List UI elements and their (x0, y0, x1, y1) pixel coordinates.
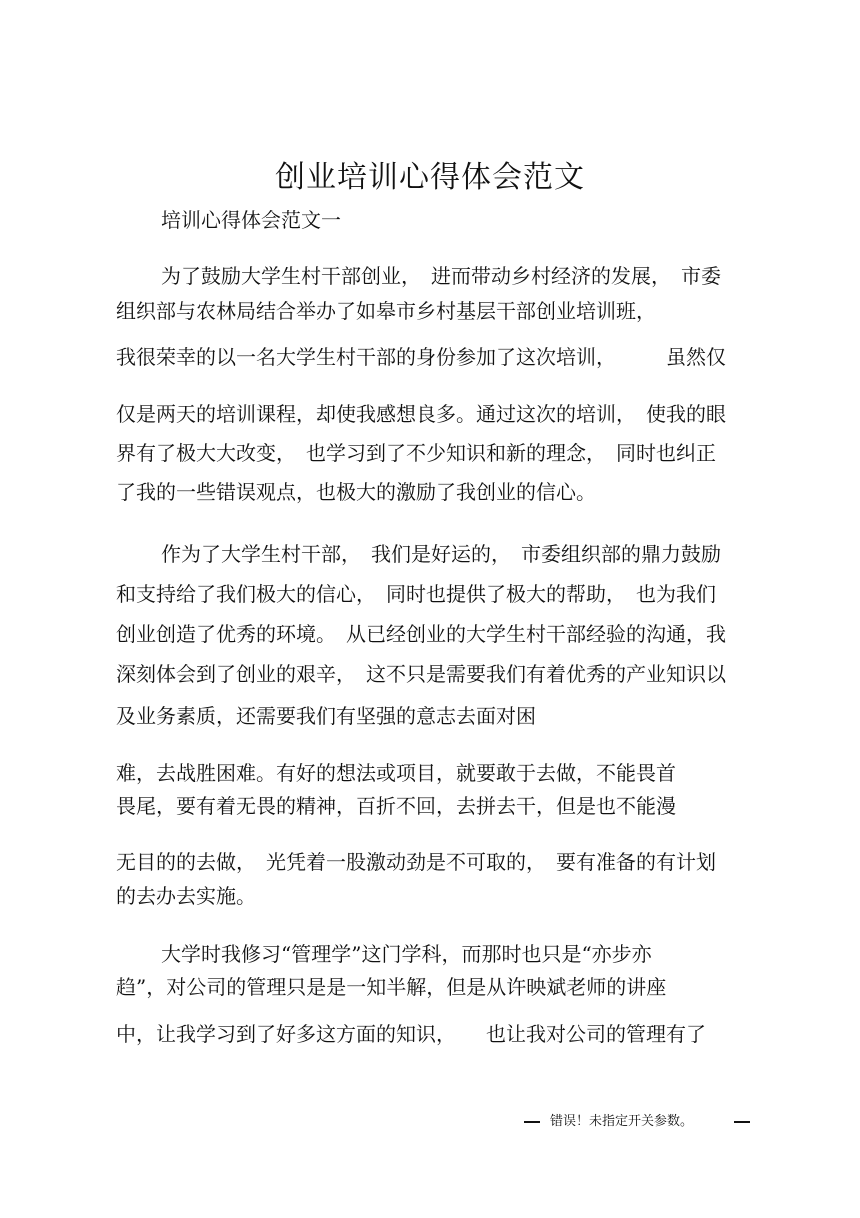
paragraph-line: 和支持给了我们极大的信心， 同时也提供了极大的帮助， 也为我们 (116, 582, 716, 606)
paragraph-line: 为了鼓励大学生村干部创业， 进而带动乡村经济的发展， 市委 (161, 264, 721, 288)
document-title: 创业培训心得体会范文 (275, 160, 585, 195)
paragraph-line: 中，让我学习到了好多这方面的知识， 也让我对公司的管理有了 (116, 1022, 706, 1046)
paragraph-line: 的去办去实施。 (116, 884, 256, 908)
paragraph-line: 畏尾，要有着无畏的精神，百折不回，去拼去干，但是也不能漫 (116, 794, 676, 818)
section-heading: 培训心得体会范文一 (161, 208, 341, 232)
paragraph-line: 了我的一些错误观点，也极大的激励了我创业的信心。 (116, 480, 596, 504)
paragraph-line: 趋”，对公司的管理只是是一知半解，但是从许映斌老师的讲座 (116, 975, 667, 999)
paragraph-line: 组织部与农林局结合举办了如皋市乡村基层干部创业培训班， (116, 299, 656, 323)
paragraph-line: 大学时我修习“管理学”这门学科，而那时也只是“亦步亦 (161, 942, 652, 966)
paragraph-line: 仅是两天的培训课程，却使我感想良多。通过这次的培训， 使我的眼 (116, 402, 726, 426)
footer-dash-right (734, 1121, 750, 1123)
paragraph-line: 创业创造了优秀的环境。 从已经创业的大学生村干部经验的沟通，我 (116, 622, 726, 646)
footer-dash-left (524, 1121, 540, 1123)
paragraph-line: 深刻体会到了创业的艰辛， 这不只是需要我们有着优秀的产业知识以 (116, 662, 726, 686)
page-footer (520, 1110, 760, 1134)
paragraph-line: 作为了大学生村干部， 我们是好运的， 市委组织部的鼎力鼓励 (161, 542, 721, 566)
paragraph-line: 无目的的去做， 光凭着一股激动劲是不可取的， 要有准备的有计划 (116, 850, 716, 874)
paragraph-line: 我很荣幸的以一名大学生村干部的身份参加了这次培训， 虽然仅 (116, 345, 726, 369)
paragraph-line: 界有了极大大改变， 也学习到了不少知识和新的理念， 同时也纠正 (116, 441, 716, 465)
footer-text: 错误！未指定开关参数。 (550, 1114, 694, 1129)
paragraph-line: 难，去战胜困难。有好的想法或项目，就要敢于去做，不能畏首 (116, 761, 676, 785)
paragraph-line: 及业务素质，还需要我们有坚强的意志去面对困 (116, 704, 536, 728)
